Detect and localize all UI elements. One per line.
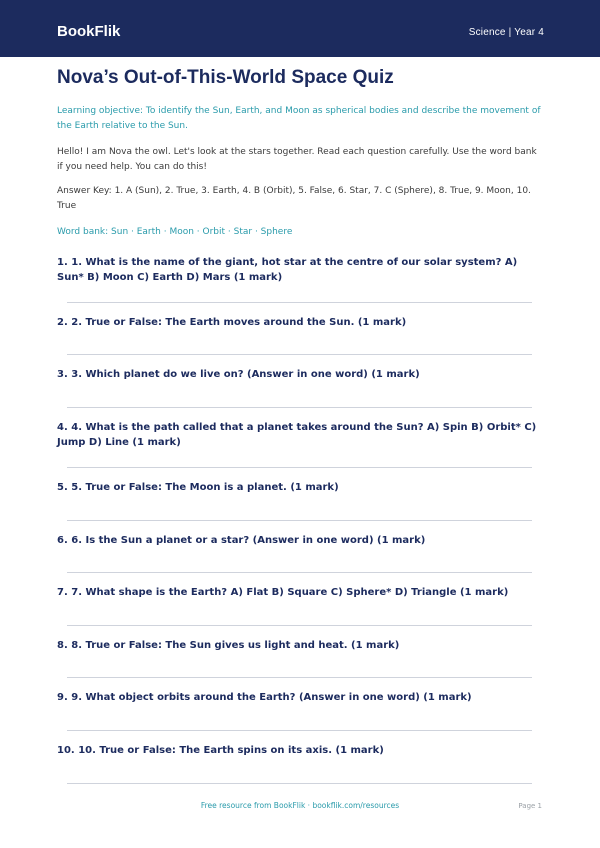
question-5: 5. 5. True or False: The Moon is a planet. (1 mark) xyxy=(57,482,339,493)
word-bank: Word bank: Sun · Earth · Moon · Orbit · Star · Sphere xyxy=(57,227,293,237)
header-bar xyxy=(0,0,600,57)
answer-key: Answer Key: 1. A (Sun), 2. True, 3. Earth, 4. B (Orbit), 5. False, 6. Star, 7. C (Sphere), 8. True, 9. Moon, 10. True xyxy=(57,186,531,211)
answer-line-1[interactable] xyxy=(67,285,532,303)
question-8: 8. 8. True or False: The Sun gives us light and heat. (1 mark) xyxy=(57,640,400,651)
answer-line-8[interactable] xyxy=(67,653,532,678)
answer-line-10[interactable] xyxy=(67,758,532,784)
footer-link[interactable]: Free resource from BookFlik · bookflik.com/resources xyxy=(200,801,400,810)
question-4: 4. 4. What is the path called that a planet takes around the Sun? A) Spin B) Orbit* C) Jump D) Line (1 mark) xyxy=(57,422,537,448)
answer-line-5[interactable] xyxy=(67,495,532,521)
question-7: 7. 7. What shape is the Earth? A) Flat B) Square C) Sphere* D) Triangle (1 mark) xyxy=(57,587,509,598)
question-1: 1. 1. What is the name of the giant, hot star at the centre of our solar system? A) Sun* B) Moon C) Earth D) Mars (1 mark) xyxy=(57,257,518,283)
worksheet-content xyxy=(57,57,543,784)
answer-line-3[interactable] xyxy=(67,382,532,408)
question-3: 3. 3. Which planet do we live on? (Answer in one word) (1 mark) xyxy=(57,369,420,380)
answer-line-4[interactable] xyxy=(67,450,532,468)
intro-text: Hello! I am Nova the owl. Let's look at the stars together. Read each question carefully. Use the word bank if you need help. You can do this! xyxy=(57,147,537,172)
learning-objective: Learning objective: To identify the Sun, Earth, and Moon as spherical bodies and describe the movement of the Earth relative to the Sun. xyxy=(57,106,541,131)
page-title: Nova’s Out-of-This-World Space Quiz xyxy=(57,67,394,88)
answer-line-6[interactable] xyxy=(67,548,532,573)
page-number: Page 1 xyxy=(518,802,542,810)
question-2: 2. 2. True or False: The Earth moves around the Sun. (1 mark) xyxy=(57,317,407,328)
question-list xyxy=(57,255,543,784)
answer-line-2[interactable] xyxy=(67,330,532,355)
question-6: 6. 6. Is the Sun a planet or a star? (Answer in one word) (1 mark) xyxy=(57,535,426,546)
subject-label: Science | Year 4 xyxy=(468,27,544,38)
question-9: 9. 9. What object orbits around the Earth? (Answer in one word) (1 mark) xyxy=(57,692,472,703)
answer-line-9[interactable] xyxy=(67,705,532,731)
brand-logo[interactable]: BookFlik xyxy=(57,23,121,40)
answer-line-7[interactable] xyxy=(67,600,532,626)
question-10: 10. 10. True or False: The Earth spins on its axis. (1 mark) xyxy=(57,745,384,756)
